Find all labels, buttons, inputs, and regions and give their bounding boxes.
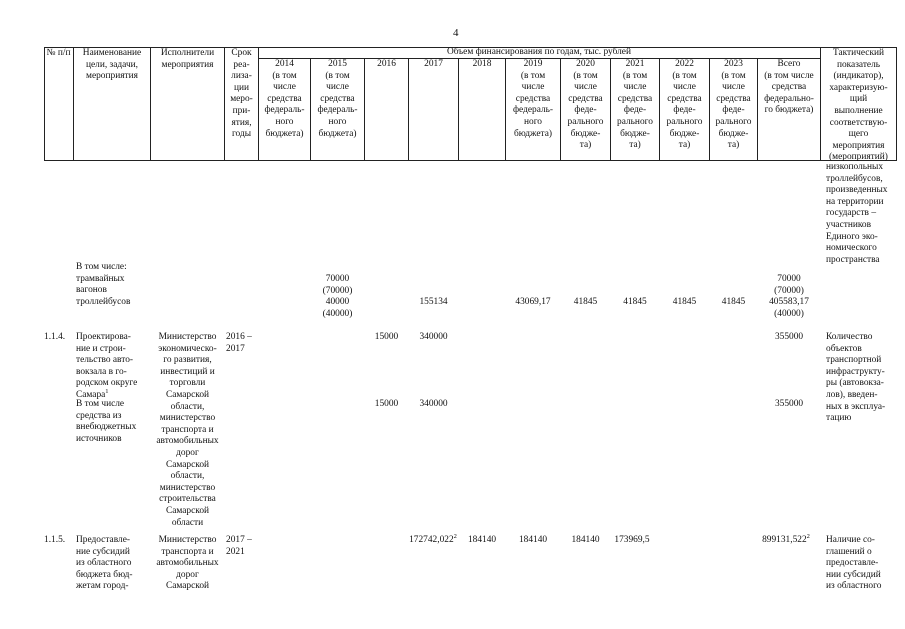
row-114-name: Проектирова- ние и строи- тельство авто- вокзала в го- родском округе Самара$^1$ xyxy=(76,332,138,400)
header-2019: 2019 (в том числе средства федераль- ного бюджета) xyxy=(512,59,554,139)
continuation-2021: 41845 xyxy=(623,297,647,307)
continuation-2022: 41845 xyxy=(672,297,697,307)
header-2020: 2020 (в том числе средства феде- рального бюдже- та) xyxy=(567,59,604,151)
continuation-2017: 155134 xyxy=(419,297,448,307)
row-115-indicator: Наличие со- глашений о предоставле- нии субсидий из областного xyxy=(826,535,882,592)
row-115-2019: 184140 xyxy=(518,535,548,545)
row-114-2017: 340000 xyxy=(419,332,448,342)
continuation-2015: 70000 (70000) 40000 (40000) xyxy=(322,274,353,319)
row-115-2020: 184140 xyxy=(571,535,600,545)
row-114-indicator: Количество объектов транспортной инфраструкту- ры (автовокза- лов), введен- ных в эксплуа- тацию xyxy=(826,332,886,424)
row-115-term: 2017 – 2021 xyxy=(226,535,252,557)
row-114-sub-2017: 340000 xyxy=(419,399,448,409)
row-115-name: Предоставле- ние субсидий из областного бюджета бюд- жетам город- xyxy=(76,535,133,592)
row-115-total: 899131,522$^2$ xyxy=(762,532,810,545)
header-total: Всего (в том числе средства федерально- го бюджета) xyxy=(764,59,814,116)
row-115-2018: 184140 xyxy=(467,535,497,545)
header-num: № п/п xyxy=(46,48,71,58)
header-2016: 2016 xyxy=(377,59,396,69)
row-114-term: 2016 – 2017 xyxy=(226,332,252,354)
row-114-sub-total: 355000 xyxy=(774,399,804,409)
continuation-2019: 43069,17 xyxy=(515,297,551,307)
row-114-executors: Министерство экономическо- го развития, инвестиций и торговли Самарской области, министерство транспорта и автомобильных дорог Самарской области, министерство строительства Самарской области xyxy=(156,332,219,528)
header-2017: 2017 xyxy=(424,59,443,69)
continuation-indicator-text: низкопольных троллейбусов, произведенных на территории государств – участников Единого эко- номического пространства xyxy=(826,162,888,265)
continuation-total: 70000 (70000) 405583,17 (40000) xyxy=(769,274,809,319)
row-114-sub-2016: 15000 xyxy=(374,399,399,409)
row-115-executors: Министерство транспорта и автомобильных дорог Самарской xyxy=(156,535,219,592)
header-2023: 2023 (в том числе средства феде- рального бюдже- та) xyxy=(715,59,752,151)
row-114-number: 1.1.4. xyxy=(44,332,66,342)
page-number: 4 xyxy=(453,27,459,39)
row-115-2017: 172742,022$^2$ xyxy=(409,532,457,545)
header-2021: 2021 (в том числе средства феде- рального бюдже- та) xyxy=(617,59,653,151)
row-114-footnote-mark: 1 xyxy=(105,387,109,395)
header-2014: 2014 (в том числе средства федераль- ного бюджета) xyxy=(264,59,305,139)
row-114-name-sub: В том числе средства из внебюджетных источников xyxy=(76,399,137,444)
continuation-2020: 41845 xyxy=(573,297,598,307)
row-114-total: 355000 xyxy=(774,332,804,342)
header-name: Наименование цели, задачи, мероприятия xyxy=(82,48,142,82)
row-114-2016: 15000 xyxy=(374,332,399,342)
row-115-2021: 173969,5 xyxy=(614,535,650,545)
continuation-2023: 41845 xyxy=(721,297,746,307)
header-2015: 2015 (в том числе средства федераль- ного бюджета) xyxy=(317,59,358,139)
row-115-number: 1.1.5. xyxy=(44,535,66,545)
header-executors: Исполнители мероприятия xyxy=(160,48,215,70)
continuation-name: В том числе: трамвайных вагонов троллейбусов xyxy=(76,262,131,307)
header-2018: 2018 xyxy=(472,59,492,69)
header-term: Срок реа- лиза- ции меро- при- ятия, годы xyxy=(230,48,253,140)
header-funding-title: Объем финансирования по годам, тыс. рублей xyxy=(447,47,631,57)
header-2022: 2022 (в том числе средства феде- рального бюдже- та) xyxy=(666,59,703,151)
header-indicator: Тактический показатель (индикатор), характеризую- щий выполнение соответствую- щего мероприятия (мероприятий) xyxy=(829,48,888,163)
